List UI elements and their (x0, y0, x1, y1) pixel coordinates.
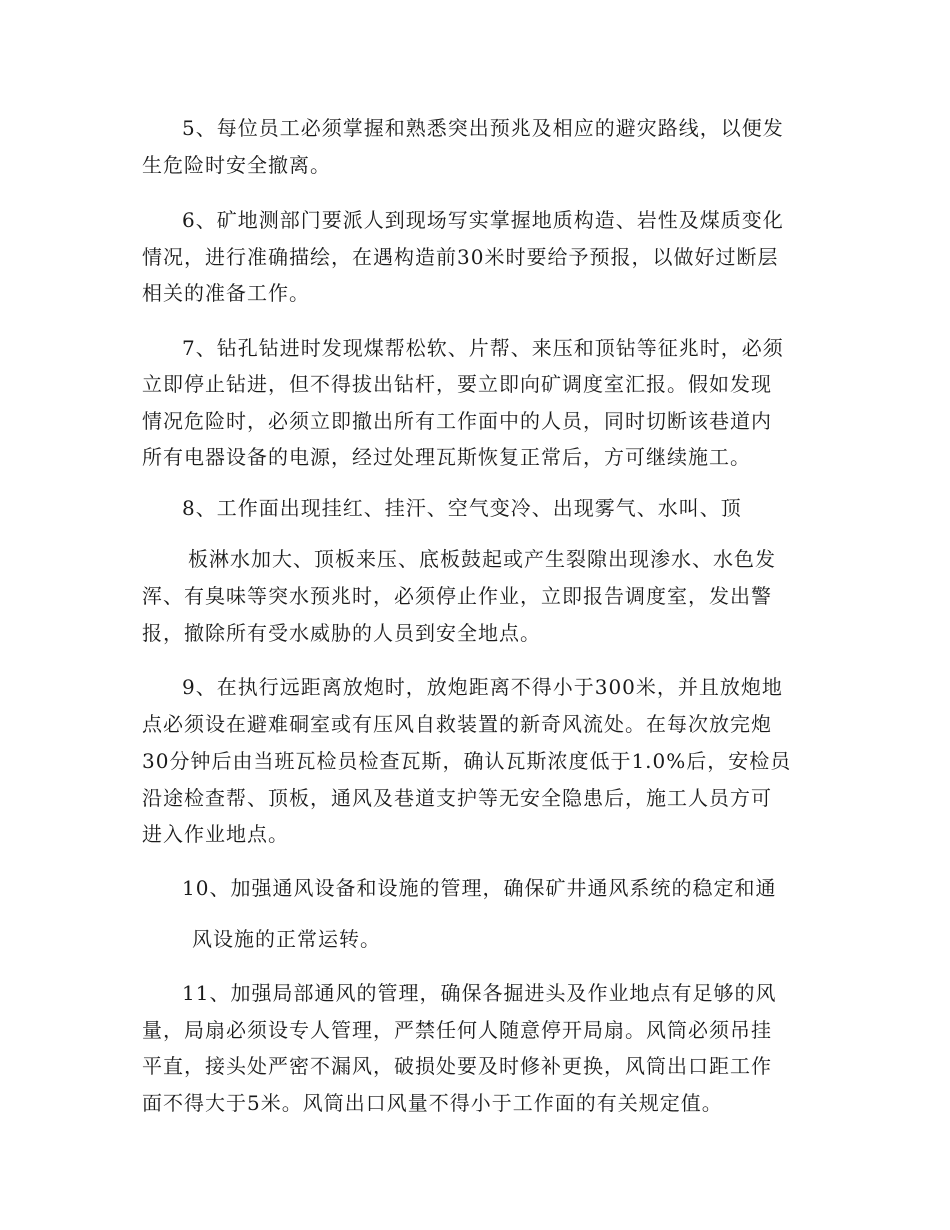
text-line: 8、工作面出现挂红、挂汗、空气变冷、出现雾气、水叫、顶 (182, 496, 742, 520)
text-line: 风设施的正常运转。 (192, 927, 381, 951)
text-line: 6、矿地测部门要派人到现场写实掌握地质构造、岩性及煤质变化 (182, 208, 784, 232)
text-line: 报，撤除所有受水威胁的人员到安全地点。 (142, 621, 541, 645)
text-line: 所有电器设备的电源，经过处理瓦斯恢复正常后，方可继续施工。 (142, 445, 751, 469)
text-line: 情况危险时，必须立即撤出所有工作面中的人员，同时切断该巷道内 (142, 409, 772, 433)
text-line: 30分钟后由当班瓦检员检查瓦斯，确认瓦斯浓度低于1.0%后，安检员 (142, 749, 792, 773)
text-line: 11、加强局部通风的管理，确保各掘进头及作业地点有足够的风 (182, 981, 777, 1005)
text-line: 板淋水加大、顶板来压、底板鼓起或产生裂隙出现渗水、水色发 (188, 547, 776, 571)
text-line: 浑、有臭味等突水预兆时，必须停止作业，立即报告调度室，发出警 (142, 584, 772, 608)
text-line: 平直，接头处严密不漏风，破损处要及时修补更换，风筒出口距工作 (142, 1054, 772, 1078)
text-line: 7、钻孔钻进时发现煤帮松软、片帮、来压和顶钻等征兆时，必须 (182, 336, 784, 360)
text-line: 生危险时安全撤离。 (142, 153, 331, 177)
text-line: 面不得大于5米。风筒出口风量不得小于工作面的有关规定值。 (142, 1091, 723, 1115)
text-line: 相关的准备工作。 (142, 281, 310, 305)
text-line: 沿途检查帮、顶板，通风及巷道支护等无安全隐患后，施工人员方可 (142, 786, 772, 810)
text-line: 情况，进行准确描绘，在遇构造前30米时要给予预报，以做好过断层 (142, 245, 779, 269)
text-line: 进入作业地点。 (142, 822, 289, 846)
text-line: 量，局扇必须设专人管理，严禁任何人随意停开局扇。风筒必须吊挂 (142, 1018, 772, 1042)
text-line: 10、加强通风设备和设施的管理，确保矿井通风系统的稳定和通 (182, 876, 777, 900)
text-line: 9、在执行远距离放炮时，放炮距离不得小于300米，并且放炮地 (182, 675, 783, 699)
text-line: 5、每位员工必须掌握和熟悉突出预兆及相应的避灾路线，以便发 (182, 116, 784, 140)
text-line: 立即停止钻进，但不得拔出钻杆，要立即向矿调度室汇报。假如发现 (142, 372, 772, 396)
text-line: 点必须设在避难硐室或有压风自救装置的新奇风流处。在每次放完炮 (142, 712, 772, 736)
